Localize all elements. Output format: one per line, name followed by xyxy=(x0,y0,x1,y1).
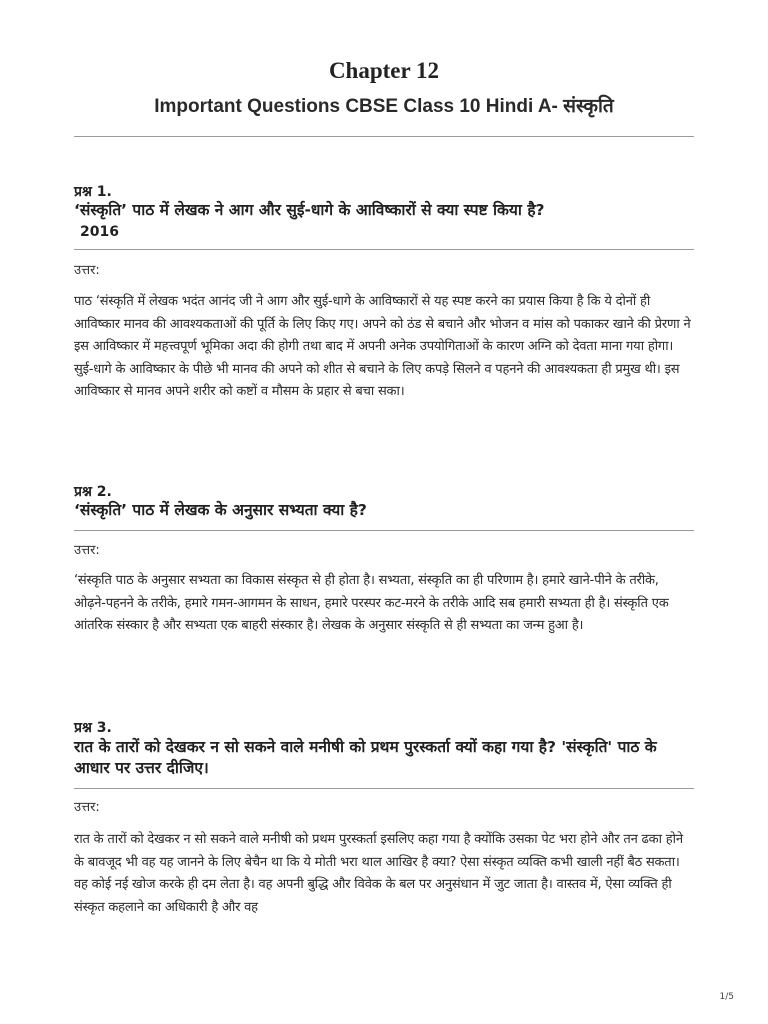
question-1-text: ‘संस्कृति’ पाठ में लेखक ने आग और सुई-धागे के आविष्कारों से क्या स्पष्ट किया है? xyxy=(74,201,545,219)
question-2-divider xyxy=(74,530,694,531)
answer-1-label: उत्तर: xyxy=(74,263,100,278)
question-2-text: ‘संस्कृति’ पाठ में लेखक के अनुसार सभ्यता क्या है? xyxy=(74,501,367,519)
answer-2-label: उत्तर: xyxy=(74,543,100,558)
question-1-year: 2016 xyxy=(80,224,119,240)
title-divider xyxy=(74,136,694,137)
page-number: 1/5 xyxy=(719,992,734,1002)
answer-3-label: उत्तर: xyxy=(74,800,100,815)
question-3-divider xyxy=(74,788,694,789)
question-1-label: प्रश्न 1. xyxy=(74,184,112,200)
document-subtitle: Important Questions CBSE Class 10 Hindi A- संस्कृति xyxy=(154,96,614,117)
answer-2-text: ‘संस्कृति पाठ के अनुसार सभ्यता का विकास संस्कृत से ही होता है। सभ्यता, संस्कृति का ही परिणाम है। हमारे खाने-पीने के तरीके, ओढ़ने-पहनने के तरीके, हमारे गमन-आगमन के साधन, हमारे परस्पर कट-मरने के तरीके आदि सब हमारी सभ्यता ही है। संस्कृति एक आंतरिक संस्कार है और सभ्यता एक बाहरी संस्कार है। लेखक के अनुसार संस्कृति से ही सभ्यता का जन्म हुआ है। xyxy=(74,573,669,633)
question-3-label: प्रश्न 3. xyxy=(74,720,112,736)
question-2-label: प्रश्न 2. xyxy=(74,484,112,500)
answer-3-text: रात के तारों को देखकर न सो सकने वाले मनीषी को प्रथम पुरस्कर्ता इसलिए कहा गया है क्योंकि उसका पेट भरा होने और तन ढका होने के बावजूद भी वह यह जानने के लिए बेचैन था कि ये मोती भरा थाल आखिर है क्या? ऐसा संस्कृत व्यक्ति कभी खाली नहीं बैठ सकता। वह कोई नई खोज करके ही दम लेता है। वह अपनी बुद्धि और विवेक के बल पर अनुसंधान में जुट जाता है। वास्तव में, ऐसा व्यक्ति ही संस्कृत कहलाने का अधिकारी है और वह xyxy=(74,832,683,915)
question-1-divider xyxy=(74,249,694,250)
answer-1-text: पाठ ‘संस्कृति में लेखक भदंत आनंद जी ने आग और सुई-धागे के आविष्कारों से यह स्पष्ट करने का प्रयास किया है कि ये दोनों ही आविष्कार मानव की आवश्यकताओं की पूर्ति के लिए किए गए। अपने को ठंड से बचाने और भोजन व मांस को पकाकर खाने की प्रेरणा ने इस आविष्कार में महत्त्वपूर्ण भूमिका अदा की होगी तथा बाद में अपनी अनेक उपयोगिताओं के कारण अग्नि को देवता माना गया होगा। सुई-धागे के आविष्कार के पीछे भी मानव की अपने को शीत से बचाने के लिए कपड़े सिलने व पहनने की आवश्यकता ही प्रमुख थी। इस आविष्कार से मानव अपने शरीर को कष्टों व मौसम के प्रहार से बचा सका। xyxy=(74,294,691,399)
question-3-text: रात के तारों को देखकर न सो सकने वाले मनीषी को प्रथम पुरस्कर्ता क्यों कहा गया है? 'संस्कृति' पाठ के आधार पर उत्तर दीजिए। xyxy=(74,738,657,777)
chapter-title: Chapter 12 xyxy=(328,58,440,83)
